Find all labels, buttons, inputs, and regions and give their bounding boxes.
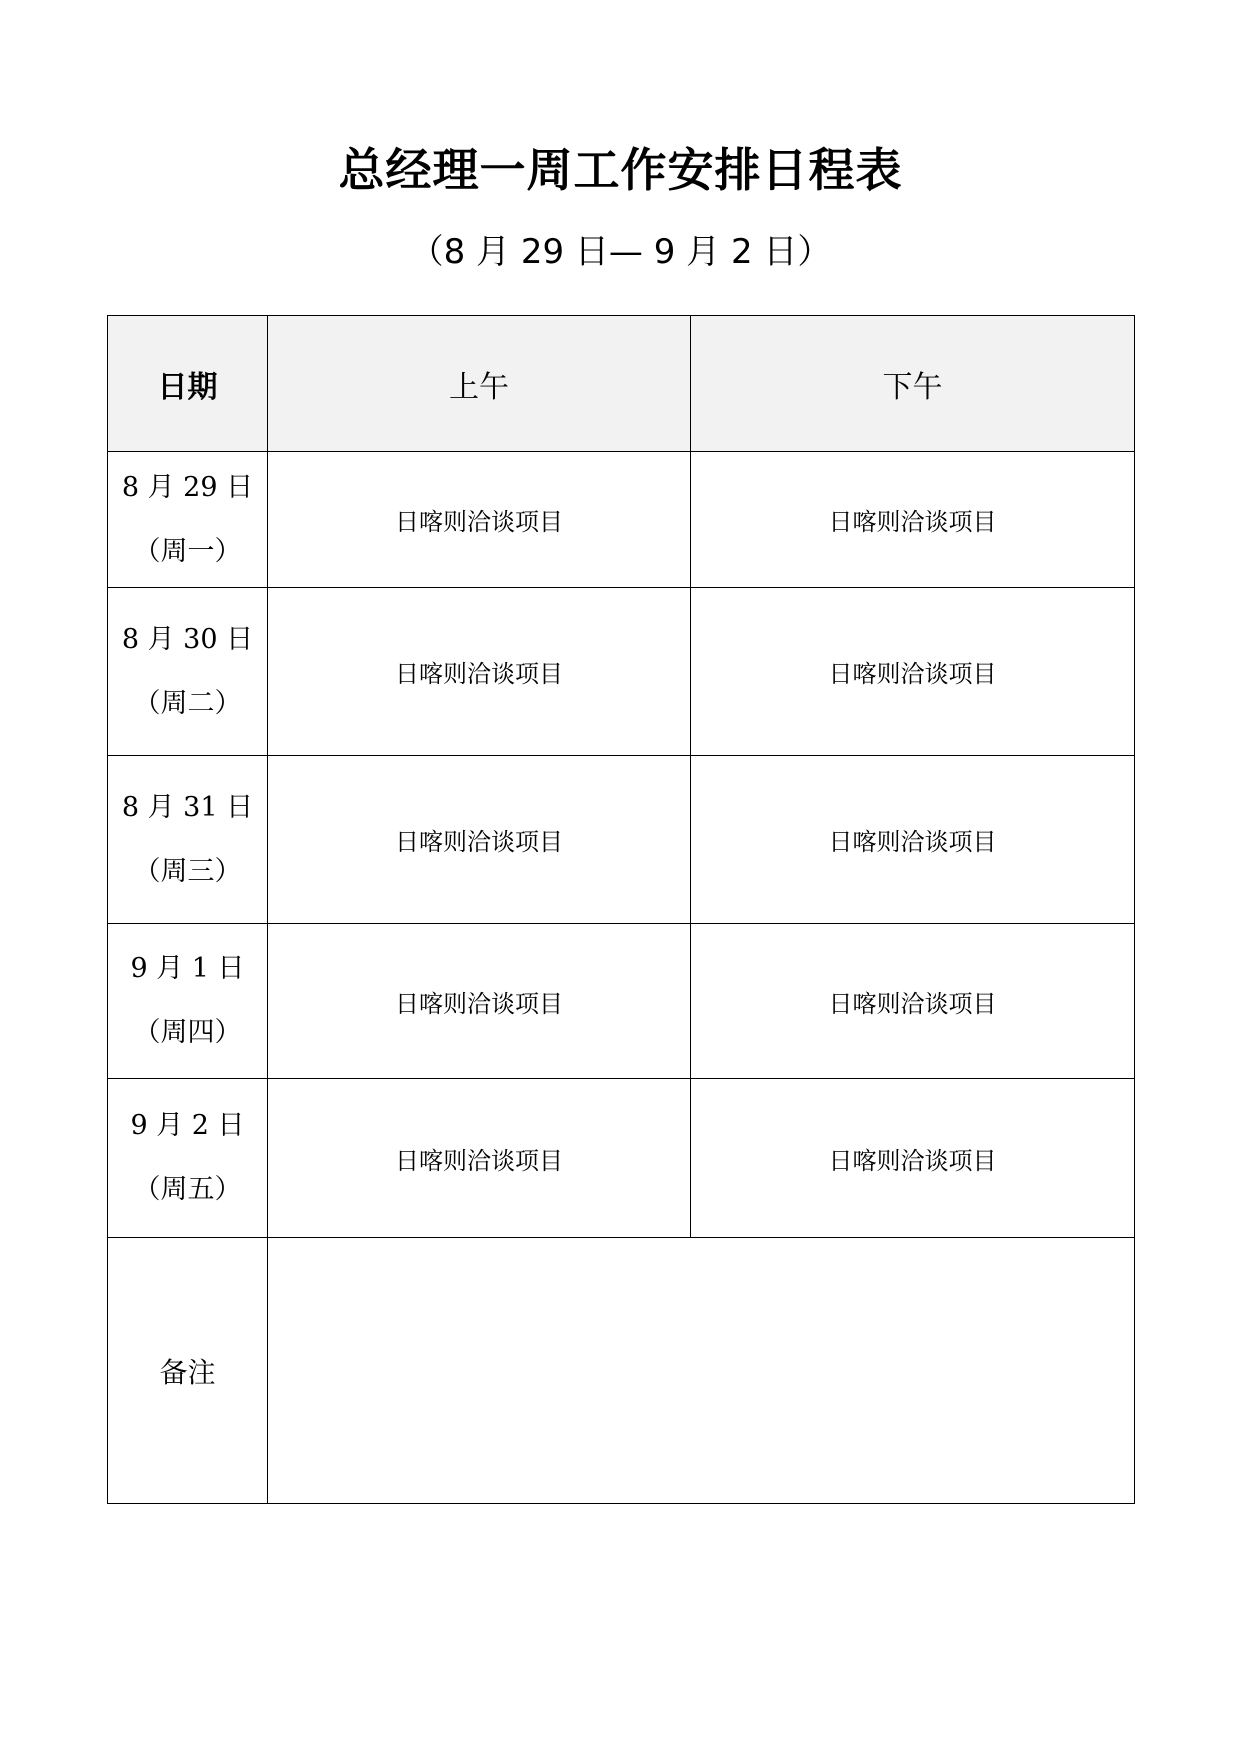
header-afternoon: 下午 — [691, 316, 1135, 452]
date-text: 8 月 30 日 — [121, 623, 254, 655]
date-text: 8 月 29 日 — [121, 471, 254, 503]
morning-task: 日喀则洽谈项目 — [268, 1079, 691, 1238]
afternoon-task: 日喀则洽谈项目 — [691, 1079, 1135, 1238]
weekday-text: （周四） — [133, 1017, 242, 1048]
table-row — [108, 1079, 1135, 1238]
header-date: 日期 — [108, 316, 268, 452]
schedule-table — [107, 315, 1135, 1504]
notes-label: 备注 — [108, 1238, 268, 1504]
date-cell — [108, 924, 268, 1079]
table-row — [108, 588, 1135, 756]
date-cell — [108, 756, 268, 924]
morning-task: 日喀则洽谈项目 — [268, 588, 691, 756]
date-text: 9 月 1 日 — [130, 953, 245, 984]
morning-task: 日喀则洽谈项目 — [268, 452, 691, 588]
weekday-text: （周三） — [133, 855, 242, 887]
date-cell — [108, 1079, 268, 1238]
page-subtitle: （8 月 29 日— 9 月 2 日） — [409, 232, 832, 272]
weekday-text: （周一） — [133, 535, 242, 567]
morning-task: 日喀则洽谈项目 — [268, 924, 691, 1079]
morning-task: 日喀则洽谈项目 — [268, 756, 691, 924]
date-text: 9 月 2 日 — [130, 1110, 245, 1141]
notes-field[interactable] — [268, 1238, 1135, 1504]
date-cell — [108, 588, 268, 756]
table-row — [108, 924, 1135, 1079]
date-cell — [108, 452, 268, 588]
afternoon-task: 日喀则洽谈项目 — [691, 756, 1135, 924]
table-row — [108, 452, 1135, 588]
table-row — [108, 756, 1135, 924]
afternoon-task: 日喀则洽谈项目 — [691, 452, 1135, 588]
afternoon-task: 日喀则洽谈项目 — [691, 924, 1135, 1079]
header-row — [108, 316, 1135, 452]
header-morning: 上午 — [268, 316, 691, 452]
weekday-text: （周五） — [133, 1174, 242, 1205]
notes-row — [108, 1238, 1135, 1504]
page-title: 总经理一周工作安排日程表 — [338, 143, 903, 197]
afternoon-task: 日喀则洽谈项目 — [691, 588, 1135, 756]
weekday-text: （周二） — [133, 687, 242, 719]
date-text: 8 月 31 日 — [121, 791, 254, 823]
